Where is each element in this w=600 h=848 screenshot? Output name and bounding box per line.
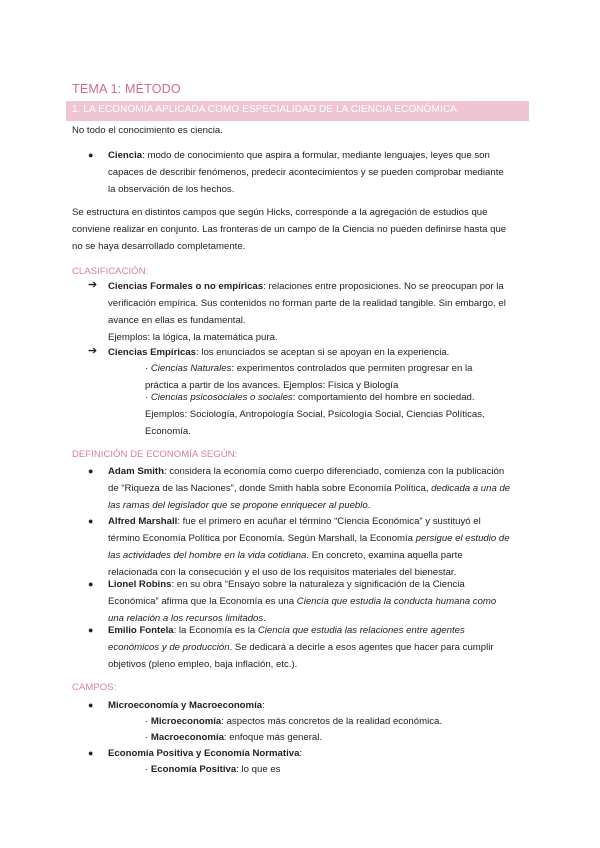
macroeconomia-subitem: · Macroeconomía: enfoque más general. bbox=[145, 732, 323, 743]
bullet-icon: ● bbox=[88, 625, 94, 635]
section-header-text: 1. LA ECONOMÍA APLICADA COMO ESPECIALIDAD DE LA CIENCIA ECONÓMICA bbox=[72, 104, 457, 115]
arrow-icon: ➔ bbox=[88, 345, 98, 357]
arrow-icon: ➔ bbox=[88, 279, 98, 291]
campos-heading: CAMPOS: bbox=[72, 682, 117, 693]
clasificacion-heading: CLASIFICACIÓN: bbox=[72, 266, 149, 277]
positiva-normativa-item: Economía Positiva y Economía Normativa: bbox=[108, 748, 303, 759]
lionel-robins-item: Lionel Robins: en su obra “Ensayo sobre la naturaleza y significación de la Ciencia Económica” afirma que la Economía es una Ciencia que estudia la conducta humana como una relación a los recursos limitados. bbox=[108, 579, 497, 624]
bullet-icon: ● bbox=[88, 516, 94, 526]
ciencia-term: Ciencia bbox=[108, 150, 143, 161]
bullet-icon: ● bbox=[88, 579, 94, 589]
intro-text: No todo el conocimiento es ciencia. bbox=[72, 125, 223, 136]
page-title: TEMA 1: MÉTODO bbox=[72, 82, 181, 96]
micro-macro-item: Microeconomía y Macroeconomía: bbox=[108, 700, 265, 711]
ciencias-formales-item: Ciencias Formales o no empíricas: relaciones entre proposiciones. No se preocupan por la verificación empírica. Sus contenidos no forman parte de la realidad tangible. Sin embargo, el avance en ellas es fundamental. Ejemplos: la lógica, la matemática pura. bbox=[108, 281, 506, 343]
microeconomia-subitem: · Microeconomía: aspectos más concretos de la realidad económica. bbox=[145, 716, 443, 727]
emilio-fontela-item: Emilio Fontela: la Economía es la Ciencia que estudia las relaciones entre agentes económicos y de producción. Se dedicará a decirle a esos agentes que hacer para cumplir objetivos (pleno empleo, baja inflación, etc.). bbox=[108, 625, 494, 670]
adam-smith-item: Adam Smith: considera la economía como cuerpo diferenciado, comienza con la publicación de “Riqueza de las Naciones”, donde Smith habla sobre Economía Política, dedicada a una de las ramas del legislador que se propone enriquecer al pueblo. bbox=[108, 466, 511, 511]
bullet-icon: ● bbox=[88, 466, 94, 476]
alfred-marshall-item: Alfred Marshall: fue el primero en acuñar el término “Ciencia Económica” y sustituyó el término Economía Política por Economía. Según Marshall, la Economía persigue el estudio de las actividades del hombre en la vida cotidiana. En concreto, examina aquella parte relacionada con la consecución y el uso de los requisitos materiales del bienestar. bbox=[108, 516, 510, 578]
estructura-paragraph: Se estructura en distintos campos que según Hicks, corresponde a la agregación de estudios que conviene realizar en conjunto. Las fronteras de un campo de la Ciencia no pueden definirse hasta que no se haya desarrollado completamente. bbox=[72, 207, 507, 252]
bullet-icon: ● bbox=[88, 748, 94, 758]
bullet-icon: ● bbox=[88, 700, 94, 710]
section-header-bar bbox=[66, 101, 529, 121]
bullet-icon: ● bbox=[88, 150, 94, 160]
ciencias-naturales-subitem: · Ciencias Naturales: experimentos controlados que permiten progresar en la práctica a partir de los avances. Ejemplos: Física y Biología bbox=[145, 363, 473, 391]
ciencias-psicosociales-subitem: · Ciencias psicosociales o sociales: comportamiento del hombre en sociedad. Ejemplos: Sociología, Antropología Social, Psicología Social, Ciencias Políticas, Economía. bbox=[145, 392, 485, 437]
ciencia-definition: Ciencia: modo de conocimiento que aspira a formular, mediante lenguajes, leyes que son capaces de describir fenómenos, predecir acontecimientos y se pueden comprobar mediante la observación de los hechos. bbox=[108, 150, 504, 195]
definicion-heading: DEFINICIÓN DE ECONOMÍA SEGÚN: bbox=[72, 449, 238, 460]
ciencias-empiricas-item: Ciencias Empíricas: los enunciados se aceptan si se apoyan en la experiencia. bbox=[108, 347, 450, 358]
economia-positiva-subitem: · Economía Positiva: lo que es bbox=[145, 764, 281, 775]
